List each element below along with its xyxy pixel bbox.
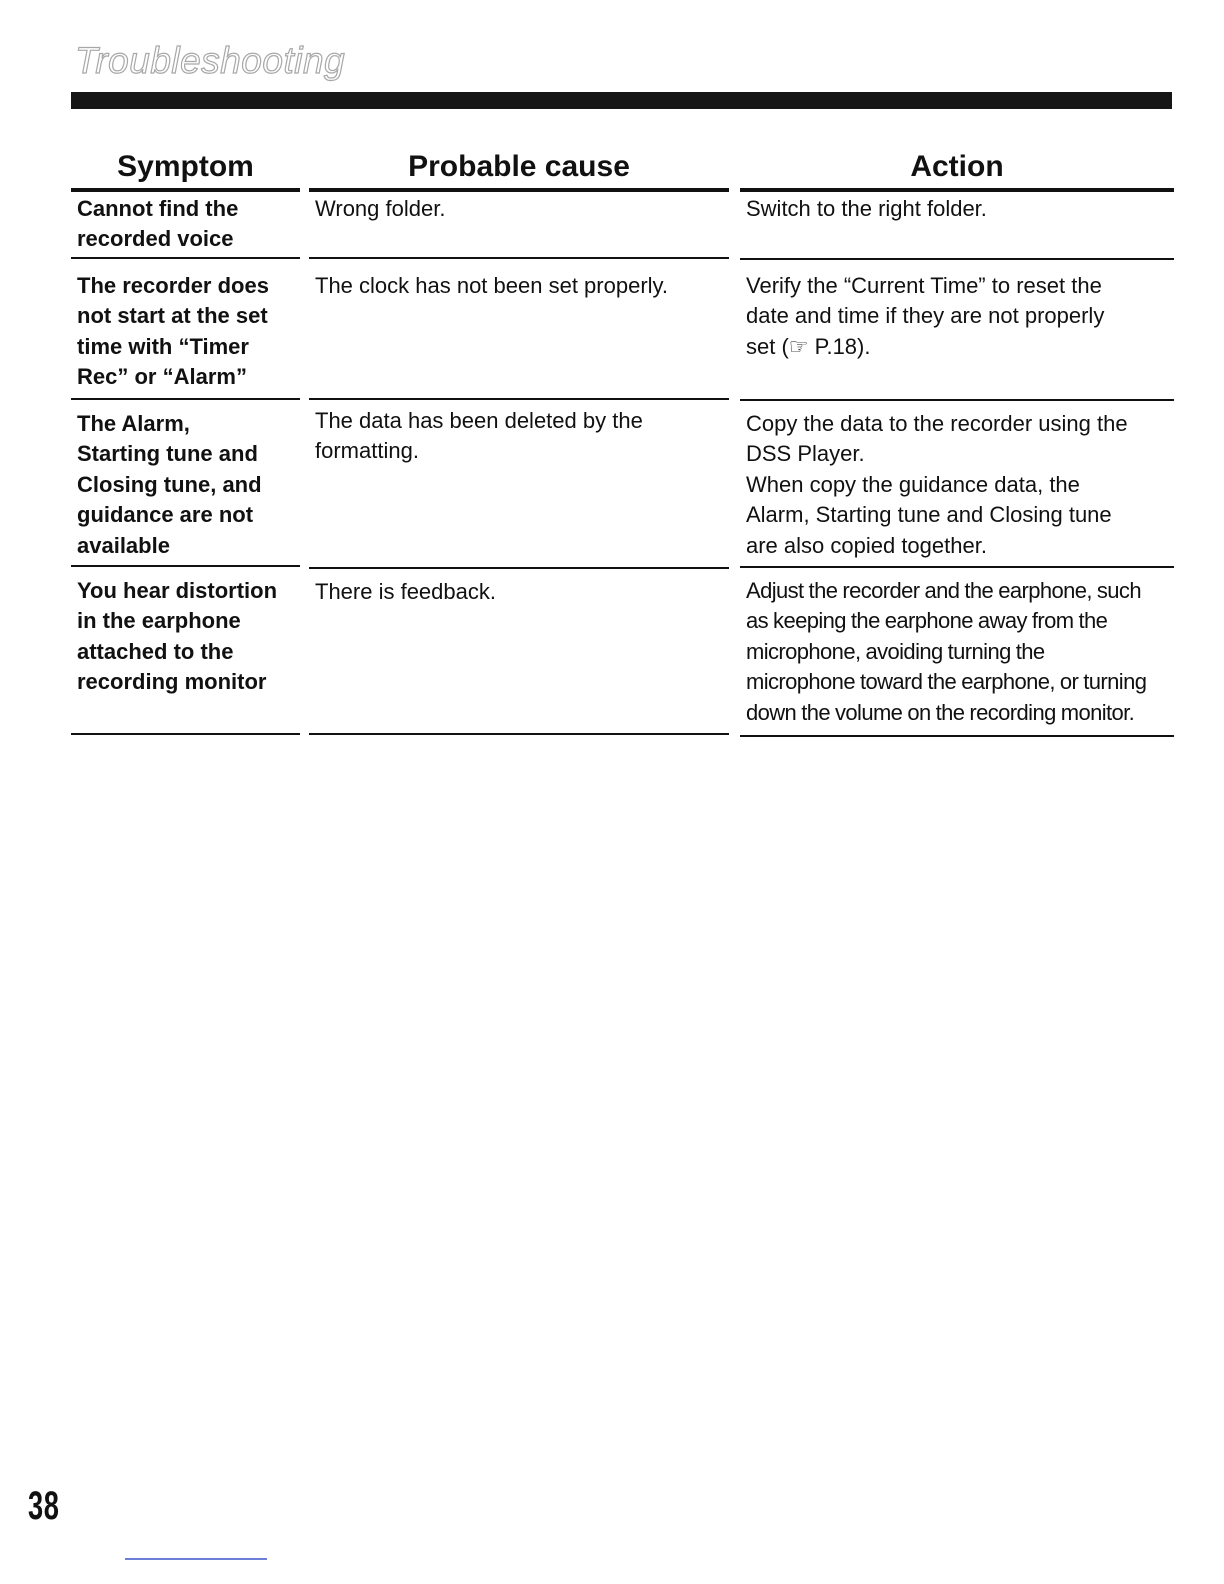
action-cell: Switch to the right folder. — [740, 194, 1174, 260]
title-bar — [71, 92, 1172, 109]
symptom-cell: You hear distortion in the earphone attached to the recording monitor — [71, 576, 300, 735]
page-title: Troubleshooting — [75, 40, 346, 81]
footer-rule — [125, 1558, 267, 1560]
symptom-cell: The Alarm, Starting tune and Closing tune, and guidance are not available — [71, 406, 300, 567]
symptom-cell: The recorder does not start at the set time with “Timer Rec” or “Alarm” — [71, 271, 300, 400]
action-cell: Adjust the recorder and the earphone, such as keeping the earphone away from the microphone, avoiding turning the microphone toward the earphone, or turning down the volume on the recording monitor. — [740, 576, 1174, 737]
page-number: 38 — [28, 1484, 60, 1528]
action-cell: Verify the “Current Time” to reset the date and time if they are not properly set (☞ P.18). — [740, 271, 1174, 401]
cause-cell: There is feedback. — [309, 576, 729, 735]
cause-cell: Wrong folder. — [309, 194, 729, 259]
symptom-cell: Cannot find the recorded voice — [71, 194, 300, 259]
header-probable-cause: Probable cause — [309, 146, 729, 192]
header-action: Action — [740, 146, 1174, 192]
cause-cell: The data has been deleted by the formatting. — [309, 406, 729, 569]
action-cell: Copy the data to the recorder using the DSS Player. When copy the guidance data, the Alarm, Starting tune and Closing tune are also copied together. — [740, 406, 1174, 568]
cause-cell: The clock has not been set properly. — [309, 271, 729, 400]
header-symptom: Symptom — [71, 146, 300, 192]
